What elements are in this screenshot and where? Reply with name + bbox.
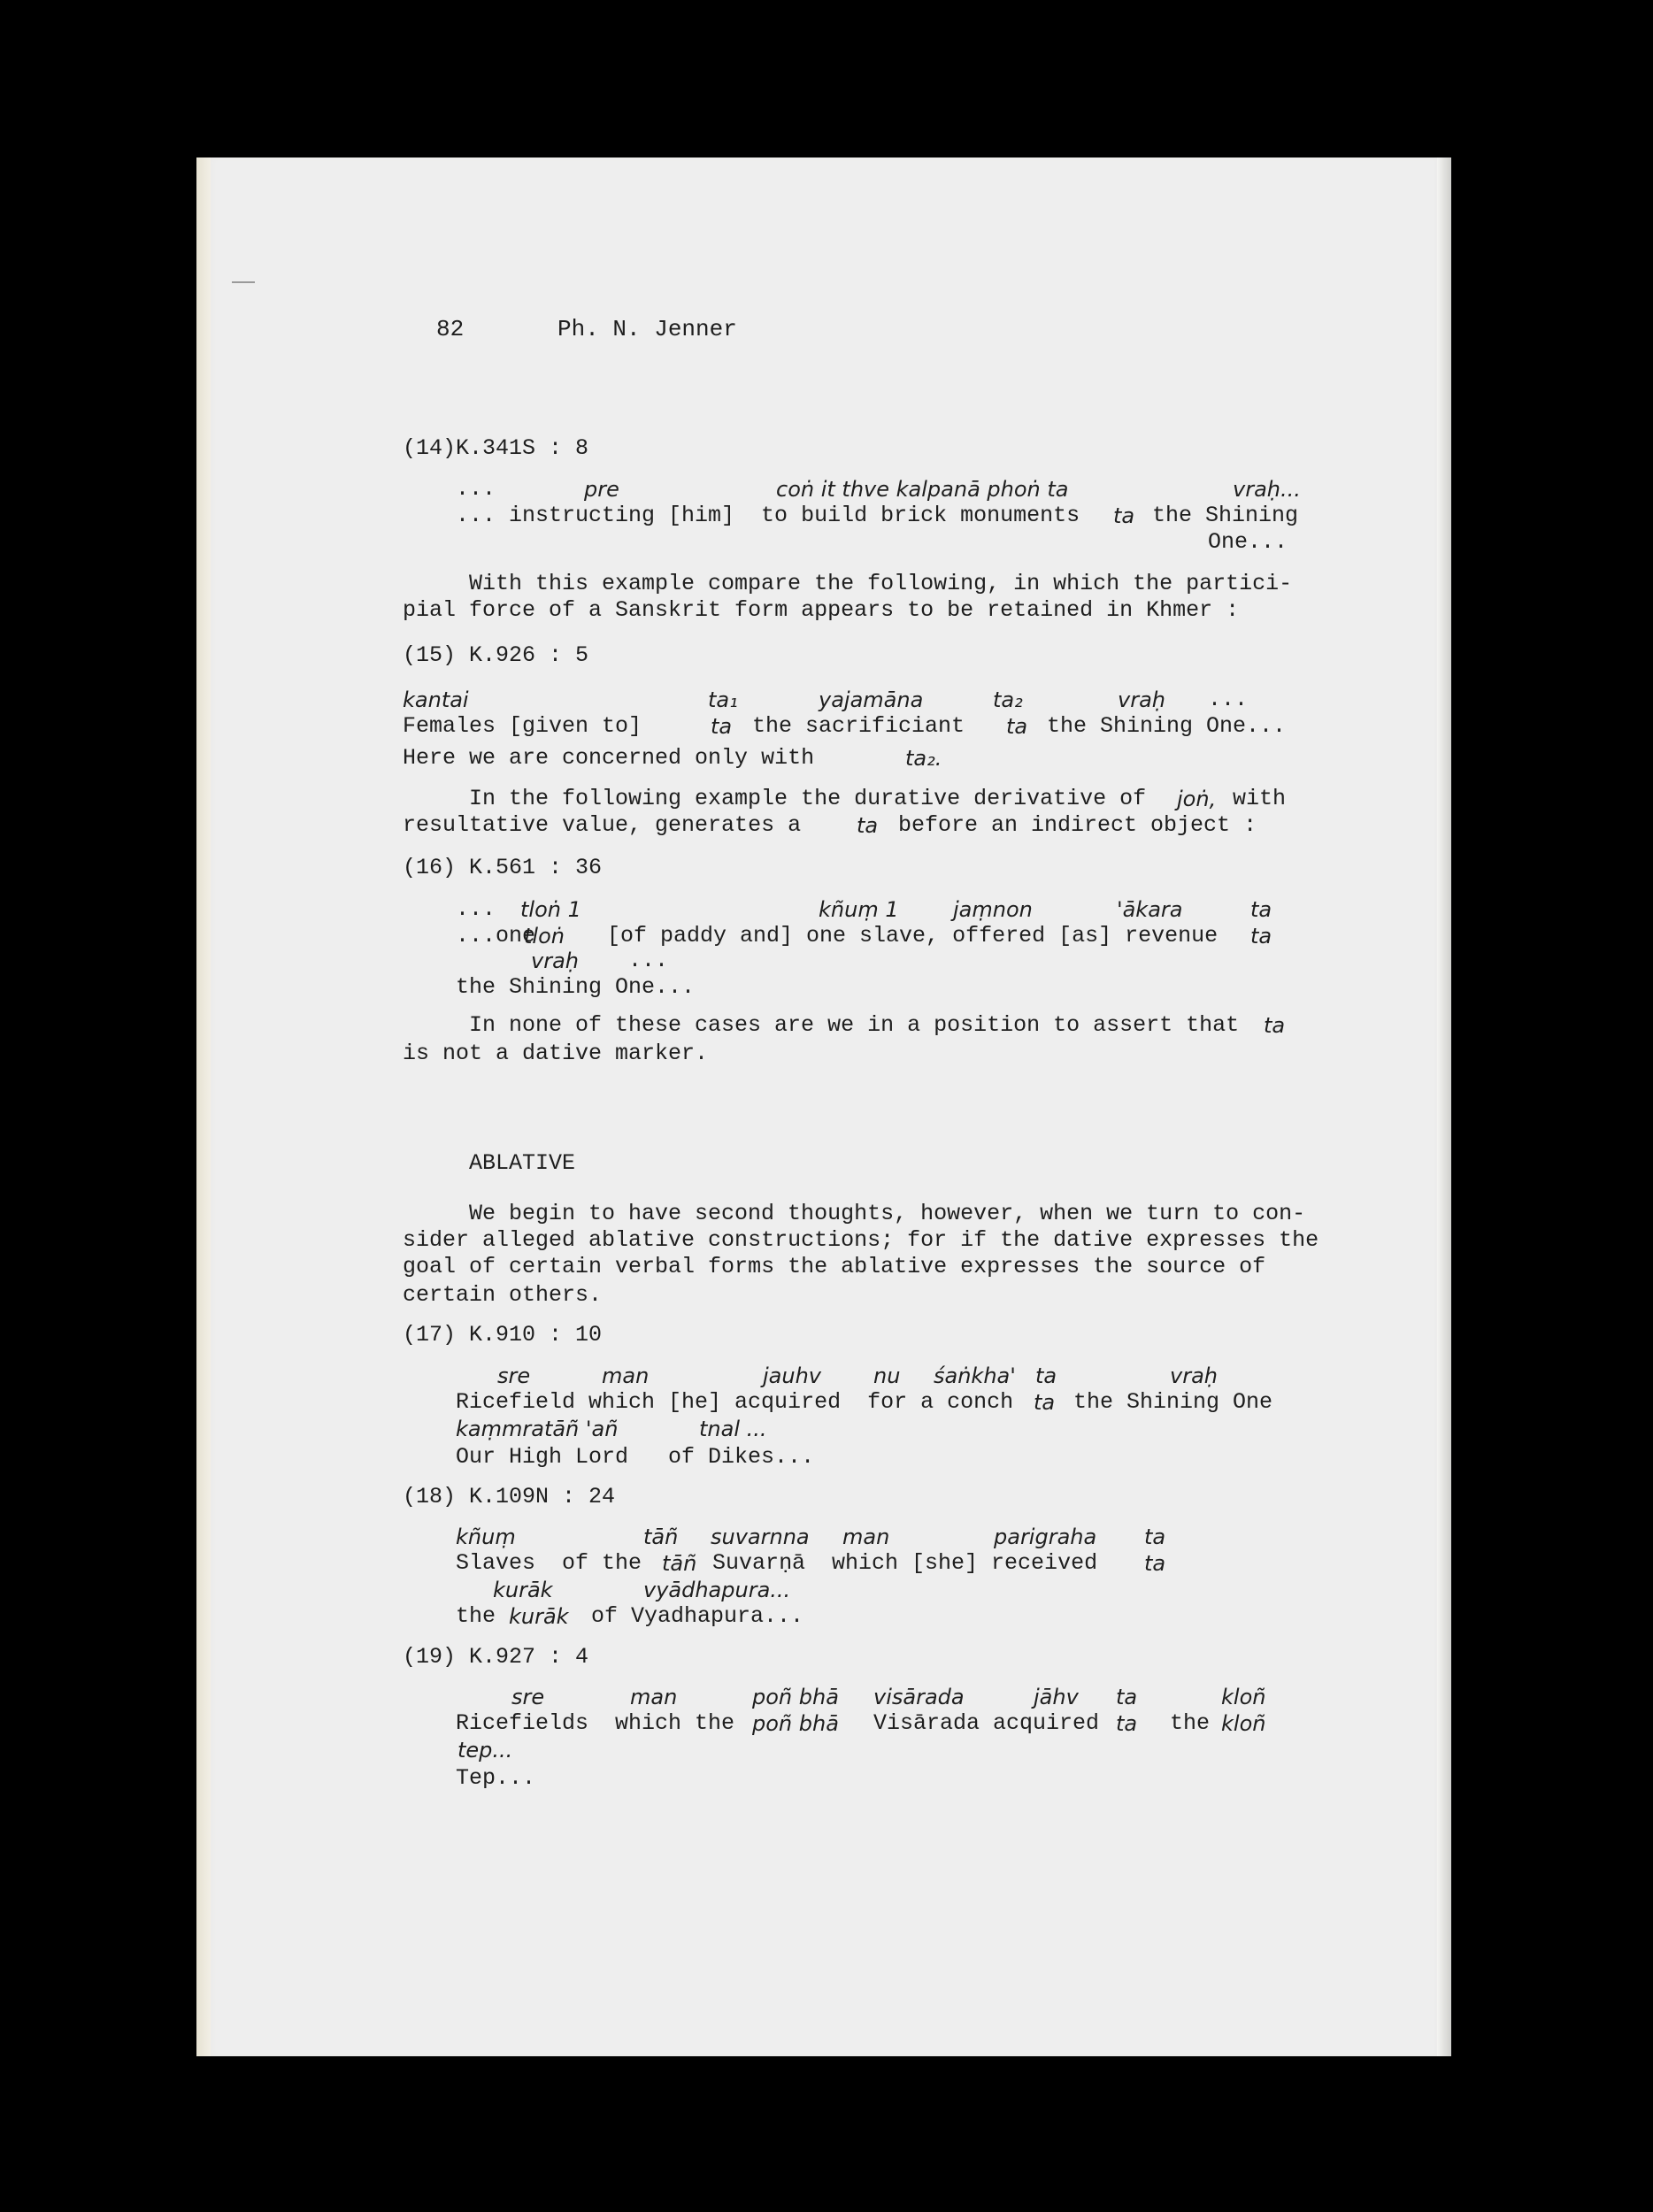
ex18-gloss: tāñ <box>643 1525 679 1549</box>
ex17-translation: Ricefield which [he] acquired for a conch <box>456 1389 1014 1415</box>
ex18-gloss: ta <box>1144 1525 1166 1549</box>
ex16-gloss: kñuṃ 1 <box>819 897 899 922</box>
ex16-translation: the Shining One... <box>456 974 696 1000</box>
running-head-author: Ph. N. Jenner <box>557 316 737 342</box>
ex17-gloss: ta <box>1035 1363 1057 1388</box>
ex18-gloss: kñuṃ <box>456 1525 516 1549</box>
body-text: ta₂. <box>905 746 942 771</box>
ex19-gloss: tep... <box>457 1738 513 1763</box>
body-text: goal of certain verbal forms the ablative expresses the source of <box>403 1254 1266 1279</box>
ex17-translation: the Shining One <box>1073 1389 1273 1415</box>
ex18-ref: (18) K.109N : 24 <box>403 1484 616 1509</box>
ex19-translation: kloñ <box>1221 1711 1266 1736</box>
body-text: pial force of a Sanskrit form appears to be retained in Khmer : <box>403 597 1240 623</box>
ex16-gloss: ... <box>456 896 496 922</box>
ex17-gloss: kaṃmratāñ 'añ <box>456 1417 619 1441</box>
ex15-gloss: vraḥ <box>1118 687 1165 712</box>
ex16-gloss: vraḥ <box>531 949 579 973</box>
body-text: certain others. <box>403 1282 603 1308</box>
ex17-gloss: man <box>602 1363 650 1388</box>
body-text: sider alleged ablative constructions; for if the dative expresses the <box>403 1227 1319 1253</box>
ex16-translation: [of paddy and] one slave, offered [as] revenue <box>607 923 1219 949</box>
book-page <box>196 157 1449 2056</box>
ex14-translation: the Shining <box>1152 503 1299 528</box>
ex19-translation: Visārada acquired <box>873 1710 1100 1736</box>
ex19-translation: the <box>1170 1710 1211 1736</box>
ex15-gloss: ... <box>1208 687 1249 712</box>
body-text: before an indirect object : <box>898 812 1257 838</box>
ex15-translation: Females [given to] <box>403 713 642 739</box>
ex18-gloss: suvarnna <box>711 1525 810 1549</box>
body-text: ta <box>1264 1013 1286 1038</box>
ex17-translation: Our High Lord of Dikes... <box>456 1444 815 1470</box>
ex18-gloss: man <box>842 1525 890 1549</box>
ex18-translation: ta <box>1144 1551 1166 1576</box>
body-text: In none of these cases are we in a position to assert that <box>469 1012 1240 1038</box>
ex16-translation: tloṅ <box>524 924 565 949</box>
ex16-translation: ta <box>1250 924 1272 949</box>
ex14-translation: ... instructing [him] to build brick monuments <box>456 503 1080 528</box>
ex18-gloss: parigraha <box>994 1525 1097 1549</box>
ex16-gloss: ... <box>628 948 669 973</box>
ex19-gloss: jāhv <box>1034 1685 1079 1709</box>
ex15-ref: (15) K.926 : 5 <box>403 642 589 668</box>
ex14-gloss: vraḥ... <box>1233 477 1301 502</box>
ex16-translation: ...one <box>456 923 536 949</box>
body-text: Here we are concerned only with <box>403 745 815 771</box>
section-heading: ABLATIVE <box>469 1150 576 1176</box>
body-text: is not a dative marker. <box>403 1041 709 1066</box>
ex17-gloss: tnal ... <box>699 1417 767 1441</box>
ex14-gloss: ... <box>456 476 496 502</box>
ex19-gloss: kloñ <box>1221 1685 1266 1709</box>
ex14-translation: One... <box>1208 529 1288 555</box>
ex19-gloss: poñ bhā <box>752 1685 839 1709</box>
ex17-ref: (17) K.910 : 10 <box>403 1322 603 1348</box>
ex19-gloss: sre <box>511 1685 545 1709</box>
page-number: 82 <box>436 316 465 342</box>
ex15-gloss: ta₁ <box>708 687 738 712</box>
body-text: joṅ, <box>1177 787 1217 811</box>
body-text: ta <box>857 813 879 838</box>
ex18-translation: Slaves of the <box>456 1550 642 1576</box>
ex15-translation: ta <box>711 714 733 739</box>
body-text: resultative value, generates a <box>403 812 802 838</box>
body-text: with <box>1233 786 1287 811</box>
ex16-ref: (16) K.561 : 36 <box>403 855 603 880</box>
ex18-translation: kurāk <box>509 1604 569 1629</box>
ex15-gloss: yajamāna <box>819 687 924 712</box>
ex14-gloss: coṅ it thve kalpanā phoṅ ta <box>776 477 1069 502</box>
ex15-gloss: ta₂ <box>993 687 1023 712</box>
ex18-translation: tāñ <box>662 1551 697 1576</box>
ex15-translation: ta <box>1006 714 1028 739</box>
ex19-translation: Tep... <box>456 1765 536 1791</box>
ex19-gloss: man <box>630 1685 678 1709</box>
ex18-translation: of Vyadhapura... <box>591 1603 804 1629</box>
ex16-gloss: tloṅ 1 <box>520 897 581 922</box>
ex19-translation: ta <box>1116 1711 1138 1736</box>
ex17-gloss: sre <box>497 1363 531 1388</box>
margin-mark <box>232 281 255 283</box>
body-text: With this example compare the following, in which the partici- <box>469 571 1293 596</box>
ex17-gloss: nu <box>873 1363 901 1388</box>
ex17-gloss: jauhv <box>763 1363 821 1388</box>
ex14-ref: (14)K.341S : 8 <box>403 435 589 461</box>
ex14-gloss: pre <box>584 477 619 502</box>
page-edge-left <box>196 157 211 2056</box>
ex18-gloss: kurāk <box>493 1578 553 1602</box>
ex18-gloss: vyādhapura... <box>643 1578 791 1602</box>
ex16-gloss: jaṃnon <box>953 897 1033 922</box>
ex19-translation: Ricefields which the <box>456 1710 735 1736</box>
ex17-gloss: vraḥ <box>1170 1363 1218 1388</box>
ex19-translation: poñ bhā <box>752 1711 839 1736</box>
ex15-gloss: kantai <box>403 687 469 712</box>
ex16-gloss: ta <box>1250 897 1272 922</box>
ex18-translation: the <box>456 1603 496 1629</box>
ex19-gloss: visārada <box>873 1685 965 1709</box>
ex17-translation: ta <box>1034 1390 1056 1415</box>
ex18-translation: Suvarṇā which [she] received <box>712 1550 1098 1576</box>
ex15-translation: the Shining One... <box>1047 713 1287 739</box>
page-edge-right <box>1437 157 1451 2056</box>
body-text: In the following example the durative derivative of <box>469 786 1147 811</box>
ex16-gloss: 'ākara <box>1117 897 1183 922</box>
ex15-translation: the sacrificiant <box>752 713 965 739</box>
body-text: We begin to have second thoughts, however, when we turn to con- <box>469 1201 1306 1226</box>
ex17-gloss: śaṅkha' <box>934 1363 1016 1388</box>
ex19-ref: (19) K.927 : 4 <box>403 1644 589 1670</box>
ex14-translation: ta <box>1113 503 1135 528</box>
ex19-gloss: ta <box>1116 1685 1138 1709</box>
